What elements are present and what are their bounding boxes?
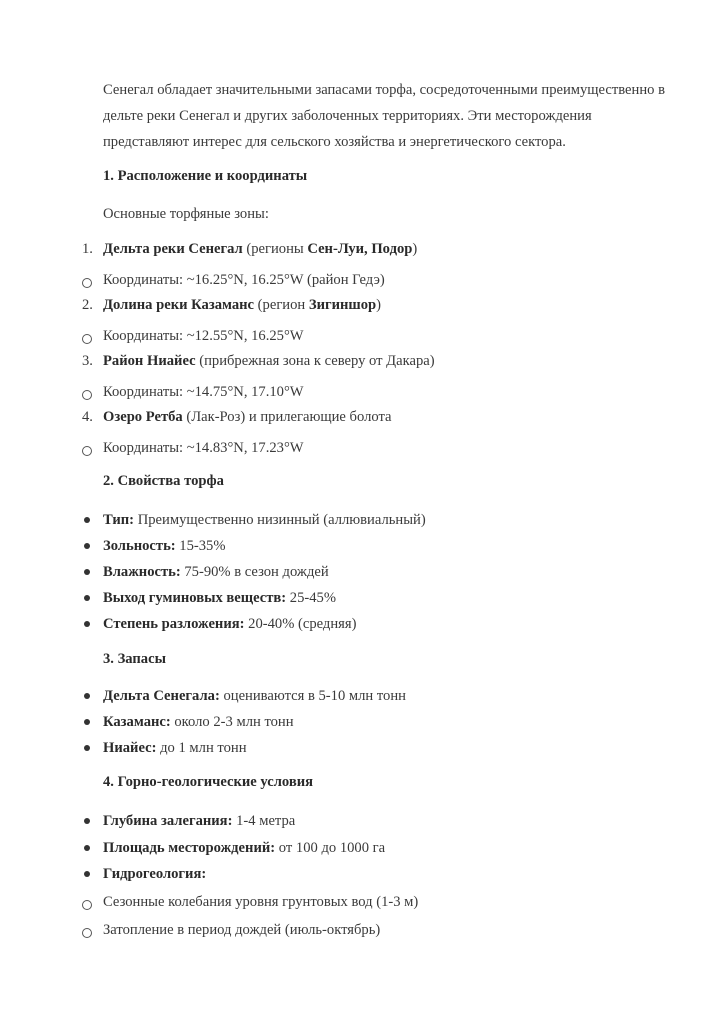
property-label: Зольность:: [103, 538, 176, 554]
zone-2-region: Зигиншор: [308, 297, 377, 313]
bullet-icon: [84, 845, 90, 851]
condition-area: [103, 839, 385, 857]
zone-3-rest: (прибрежная зона к северу от Дакара): [195, 353, 435, 369]
reserve-value: оцениваются в 5-10 млн тонн: [219, 688, 406, 704]
bullet-icon: [84, 543, 90, 549]
condition-label: Глубина залегания:: [103, 813, 233, 829]
reserve-value: до 1 млн тонн: [156, 740, 247, 756]
zone-1-number: 1.: [82, 241, 93, 257]
zone-2-coords: Координаты: ~12.55°N, 16.25°W: [103, 328, 304, 344]
zone-2-name: Долина реки Казаманс: [103, 297, 255, 313]
zone-4-title: [103, 408, 392, 426]
circle-bullet-icon: [82, 390, 92, 400]
property-label: Выход гуминовых веществ:: [103, 590, 287, 606]
hydro-sub-item-2: Затопление в период дождей (июль-октябрь): [103, 922, 381, 938]
zone-1-coords: Координаты: ~16.25°N, 16.25°W (район Гедэ): [103, 272, 385, 288]
bullet-icon: [84, 818, 90, 824]
zone-2-title: [103, 296, 381, 314]
property-humic: [103, 589, 336, 607]
property-label: Степень разложения:: [103, 616, 245, 632]
reserve-label: Казаманс:: [103, 714, 171, 730]
property-value: 25-45%: [286, 590, 337, 606]
zone-1-title: [103, 240, 417, 258]
zone-1-region: Сен-Луи, Подор: [307, 241, 413, 257]
reserve-value: около 2-3 млн тонн: [170, 714, 294, 730]
bullet-icon: [84, 595, 90, 601]
property-label: Тип:: [103, 512, 135, 528]
bullet-icon: [84, 719, 90, 725]
property-value: 75-90% в сезон дождей: [180, 564, 329, 580]
reserve-label: Дельта Сенегала:: [103, 688, 220, 704]
circle-bullet-icon: [82, 446, 92, 456]
zone-2-end: ): [376, 297, 382, 313]
section-2-heading: 2. Свойства торфа: [103, 473, 224, 489]
zone-4-coords: Координаты: ~14.83°N, 17.23°W: [103, 440, 304, 456]
bullet-icon: [84, 621, 90, 627]
zone-3-name: Район Ниайес: [103, 353, 196, 369]
condition-depth: [103, 812, 295, 830]
condition-hydrogeology: [103, 865, 206, 883]
intro-line-3: представляют интерес для сельского хозяйства и энергетического сектора.: [103, 134, 566, 150]
circle-bullet-icon: [82, 928, 92, 938]
property-label: Влажность:: [103, 564, 181, 580]
property-type: [103, 511, 426, 529]
condition-label: Гидрогеология:: [103, 866, 207, 882]
circle-bullet-icon: [82, 900, 92, 910]
property-value: 20-40% (средняя): [244, 616, 357, 632]
intro-line-2: дельте реки Сенегал и других заболоченных территориях. Эти месторождения: [103, 108, 592, 124]
condition-label: Площадь месторождений:: [103, 840, 276, 856]
section-1-subtitle: Основные торфяные зоны:: [103, 206, 269, 222]
zone-4-rest: (Лак-Роз) и прилегающие болота: [182, 409, 392, 425]
bullet-icon: [84, 517, 90, 523]
zone-4-number: 4.: [82, 409, 93, 425]
reserve-delta: [103, 687, 406, 705]
hydro-sub-item-1: Сезонные колебания уровня грунтовых вод (1-3 м): [103, 894, 419, 910]
zone-1-name: Дельта реки Сенегал: [103, 241, 243, 257]
zone-3-title: [103, 352, 435, 370]
condition-value: 1-4 метра: [232, 813, 296, 829]
reserve-label: Ниайес:: [103, 740, 157, 756]
reserve-casamance: [103, 713, 294, 731]
reserve-niayes: [103, 739, 247, 757]
condition-value: от 100 до 1000 га: [275, 840, 386, 856]
intro-line-1: Сенегал обладает значительными запасами торфа, сосредоточенными преимущественно в: [103, 82, 665, 98]
section-4-heading: 4. Горно-геологические условия: [103, 774, 314, 790]
property-value: Преимущественно низинный (аллювиальный): [134, 512, 426, 528]
section-3-heading: 3. Запасы: [103, 651, 166, 667]
section-1-heading: 1. Расположение и координаты: [103, 168, 308, 184]
circle-bullet-icon: [82, 278, 92, 288]
zone-1-mid: (регионы: [242, 241, 308, 257]
circle-bullet-icon: [82, 334, 92, 344]
property-moisture: [103, 563, 329, 581]
zone-4-name: Озеро Ретба: [103, 409, 183, 425]
bullet-icon: [84, 871, 90, 877]
bullet-icon: [84, 569, 90, 575]
zone-2-number: 2.: [82, 297, 93, 313]
zone-3-coords: Координаты: ~14.75°N, 17.10°W: [103, 384, 304, 400]
property-ash: [103, 537, 226, 555]
bullet-icon: [84, 745, 90, 751]
property-value: 15-35%: [175, 538, 226, 554]
property-decomposition: [103, 615, 356, 633]
zone-3-number: 3.: [82, 353, 93, 369]
bullet-icon: [84, 693, 90, 699]
zone-1-end: ): [412, 241, 418, 257]
zone-2-mid: (регион: [254, 297, 309, 313]
